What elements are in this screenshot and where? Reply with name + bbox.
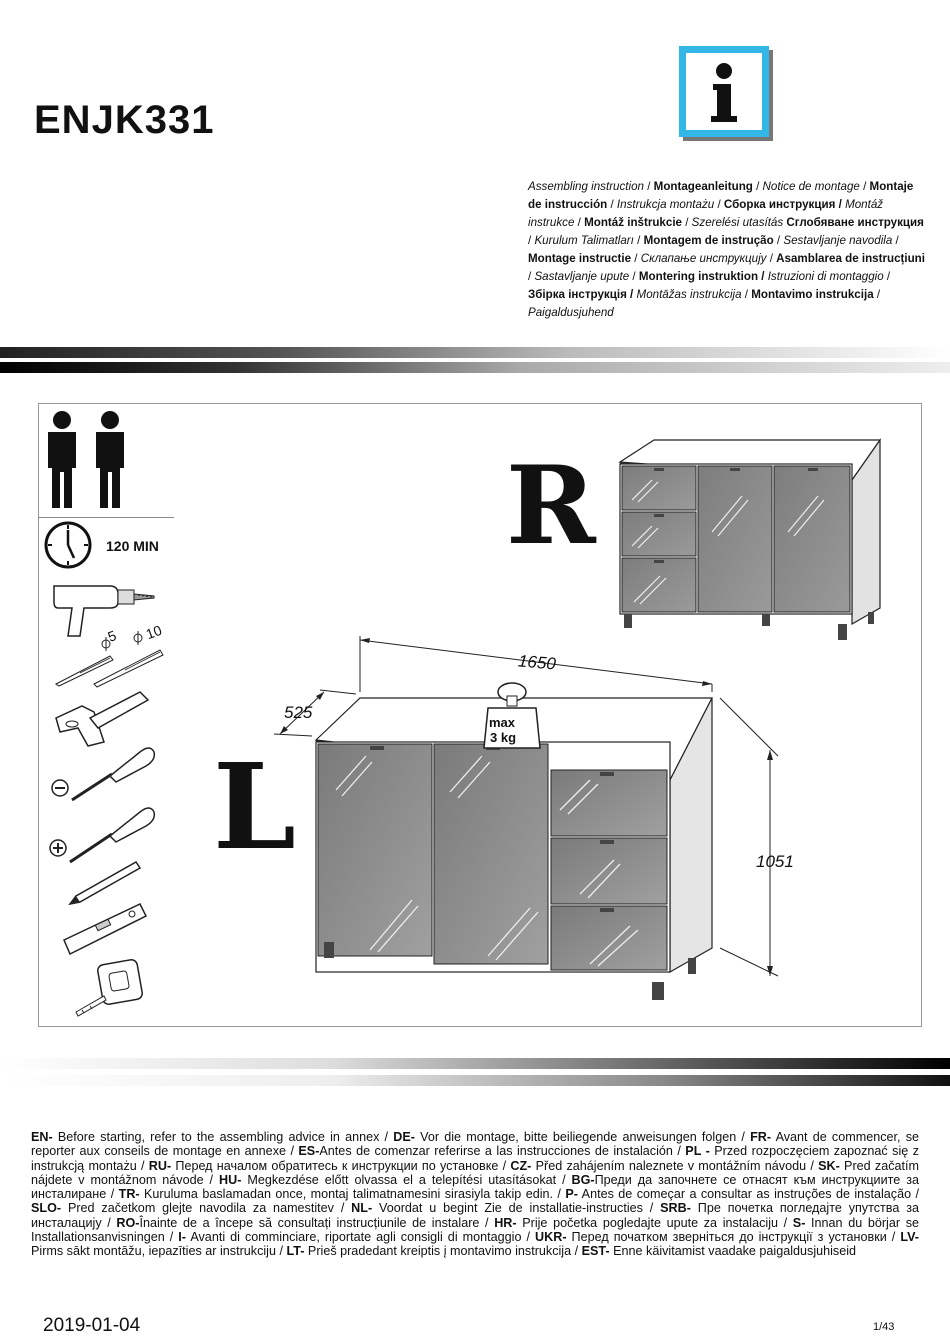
model-number: ENJK331 — [34, 98, 215, 142]
language-title-segment: Montaje de instrucción — [528, 180, 914, 211]
language-title-segment: Montage instructie — [528, 252, 632, 265]
language-title-segment: Notice de montage — [762, 180, 860, 193]
language-title-segment: / — [607, 198, 617, 211]
language-title-segment: / — [892, 234, 899, 247]
language-title-segment: / — [574, 216, 585, 229]
advice-segment: Przed rozpoczęciem zapoznać się z instrukcją montażu / — [31, 1144, 920, 1173]
language-code: I- — [178, 1230, 186, 1245]
advice-segment: Voordat u begint Zie de installatie-instructies / — [372, 1201, 661, 1216]
advice-segment: Kuruluma baslamadan once, montaj talimatnamesini sirasiyla takip edin. / — [139, 1187, 566, 1202]
language-code: SLO- — [31, 1201, 62, 1216]
height-dimension: 1051 — [756, 852, 794, 871]
language-title-segment: / — [682, 216, 692, 229]
language-code: EST- — [581, 1244, 610, 1259]
language-code: S- — [792, 1215, 806, 1230]
language-title-segment: Istruzioni di montaggio — [767, 270, 884, 283]
spirit-level-icon — [60, 900, 150, 960]
language-title-segment: / — [629, 270, 639, 283]
language-title-segment: / — [766, 252, 777, 265]
language-title-segment: / — [633, 234, 644, 247]
language-title-segment: Sestavljanje navodila — [783, 234, 893, 247]
drill-bit-10-label: 10 — [143, 621, 164, 643]
language-title-segment: Montering instruktion / — [638, 270, 765, 283]
phillips-screwdriver-icon — [48, 800, 160, 866]
language-title-segment: Szerelési utasítás — [691, 216, 784, 229]
advice-segment: Before starting, refer to the assembling advice in annex / — [52, 1130, 394, 1144]
language-title-segment: Montāžas instrukcija — [636, 288, 742, 301]
two-persons-icon — [44, 410, 136, 510]
advice-segment: Pred začetkom glejte navodila za namestitev / — [61, 1201, 352, 1216]
info-icon — [679, 46, 774, 142]
language-code: EN- — [31, 1130, 53, 1144]
assembly-advice-text — [31, 1130, 919, 1259]
language-title-segment: / — [528, 270, 535, 283]
advice-segment: Преди да започнете се отнасят към инструкциите за инсталиране / — [31, 1172, 919, 1202]
advice-segment: Avanti di comminciare, riportate agli consigli di montaggio / — [186, 1230, 536, 1245]
language-title-segment: Сглобяване инструкция — [786, 216, 924, 229]
language-title-segment: Sastavljanje upute — [534, 270, 630, 283]
advice-segment: Înainte de a începe să consultați instrucțiunile de instalare / — [139, 1215, 495, 1230]
language-title-segment: Assembling instruction — [528, 180, 644, 193]
max-load-label: max — [489, 715, 516, 730]
advice-segment: Перед началом обратитесь к инструкции по установке / — [171, 1158, 511, 1173]
language-title-segment: Збірка інструкція / — [528, 288, 634, 301]
language-code: NL- — [351, 1201, 373, 1216]
language-title-segment: Montáž inštrukcie — [584, 216, 682, 229]
language-title-segment: / — [528, 234, 535, 247]
right-variant-label: R — [506, 443, 596, 569]
page-number: 1/43 — [873, 1321, 895, 1333]
language-title-segment: / — [741, 288, 752, 301]
advice-segment: Enne käivitamist vaadake paigaldusjuhiseid — [609, 1244, 857, 1259]
clock-icon — [43, 520, 93, 570]
advice-segment: Innan du börjar se Installationsanvisningen / — [31, 1215, 919, 1245]
language-title-segment: Paigaldusjuhend — [528, 306, 614, 319]
language-title-segment: Montavimo instrukcija — [751, 288, 874, 301]
assembly-time: 120 MIN — [106, 538, 159, 554]
drill-bit-5-label: 5 — [105, 627, 119, 645]
language-code: RU- — [148, 1158, 172, 1173]
advice-segment: Prije početka pogledajte upute za instalaciju / — [516, 1215, 793, 1230]
language-code: RO- — [116, 1215, 140, 1230]
language-title-segment: Asamblarea de instrucțiuni — [776, 252, 925, 265]
language-title-segment: Montáž instrukce — [528, 198, 884, 229]
language-title-segment: / — [859, 180, 870, 193]
bottom-bar-lower — [0, 1075, 950, 1086]
advice-segment: Pirms sākt montāžu, iepazīties ar instrukciju / — [31, 1244, 287, 1259]
language-title-segment: / — [714, 198, 724, 211]
advice-segment: Перед початком зверніться до інструкції з установки / — [566, 1230, 901, 1245]
advice-segment: Pred začatím nájdete v montážnom návode / — [31, 1158, 919, 1187]
language-title-segment: / — [873, 288, 881, 301]
left-variant-label: L — [213, 737, 296, 876]
language-title-segment: / — [752, 180, 763, 193]
language-code: TR- — [118, 1187, 140, 1202]
language-code: P- — [565, 1187, 578, 1202]
language-title-segment: Склапање инструкцију — [640, 252, 767, 265]
depth-dimension: 525 — [284, 703, 313, 722]
language-code: CZ- — [510, 1158, 532, 1173]
language-title-segment: Kurulum Talimatları — [534, 234, 634, 247]
bottom-bar-upper — [0, 1058, 950, 1069]
advice-segment: Prieš pradedant kreiptis į montavimo instrukcija / — [304, 1244, 582, 1259]
advice-segment: Vor die montage, bitte beiliegende anweisungen folgen / — [414, 1130, 751, 1144]
language-title-segment: / — [631, 252, 641, 265]
language-code: ES- — [298, 1144, 320, 1159]
language-code: BG- — [571, 1172, 595, 1187]
language-code: SK- — [818, 1158, 840, 1173]
top-bar-upper — [0, 347, 950, 358]
language-code: UKR- — [535, 1230, 567, 1245]
advice-segment: Пре почетка погледајте упутства за инсталацију / — [31, 1201, 919, 1230]
language-title-segment: / — [883, 270, 891, 283]
flat-screwdriver-icon — [50, 742, 160, 804]
language-title-segment: Сборка инструкция / — [723, 198, 842, 211]
language-code: LT- — [286, 1244, 305, 1259]
language-code: SRB- — [660, 1201, 691, 1216]
sideboard-right-drawing — [612, 436, 884, 644]
language-title-segment: Montageanleitung — [653, 180, 753, 193]
language-code: FR- — [750, 1130, 772, 1144]
hammer-icon — [52, 688, 152, 748]
document-date: 2019-01-04 — [43, 1315, 141, 1336]
language-title-list — [528, 178, 928, 322]
advice-segment: Antes de comenzar referirse a las instrucciones de instalación / — [319, 1144, 686, 1159]
language-code: HR- — [494, 1215, 517, 1230]
language-title-segment: / — [644, 180, 654, 193]
advice-segment: Avant de commencer, se reporter aux conseils de montage en annexe / — [31, 1130, 919, 1159]
advice-segment: Antes de começar a consultar as instruções de instalação / — [577, 1187, 920, 1202]
language-code: HU- — [219, 1172, 242, 1187]
language-title-segment: Montagem de instrução — [643, 234, 774, 247]
tape-measure-icon — [70, 956, 150, 1018]
top-bar-lower — [0, 362, 950, 373]
advice-segment: Megkezdése előtt olvassa el a telepítési utasításokat / — [241, 1172, 572, 1187]
advice-segment: Před zahájením naleznete v montážním návodu / — [531, 1158, 819, 1173]
language-code: DE- — [393, 1130, 415, 1144]
sideboard-left-drawing — [250, 630, 800, 1010]
language-title-segment: Instrukcja montażu — [616, 198, 715, 211]
width-dimension: 1650 — [517, 651, 557, 674]
max-load-value: 3 kg — [490, 730, 517, 745]
language-code: PL - — [685, 1144, 710, 1159]
language-title-segment: / — [773, 234, 784, 247]
language-code: LV- — [900, 1230, 919, 1245]
tools-separator — [38, 517, 174, 518]
